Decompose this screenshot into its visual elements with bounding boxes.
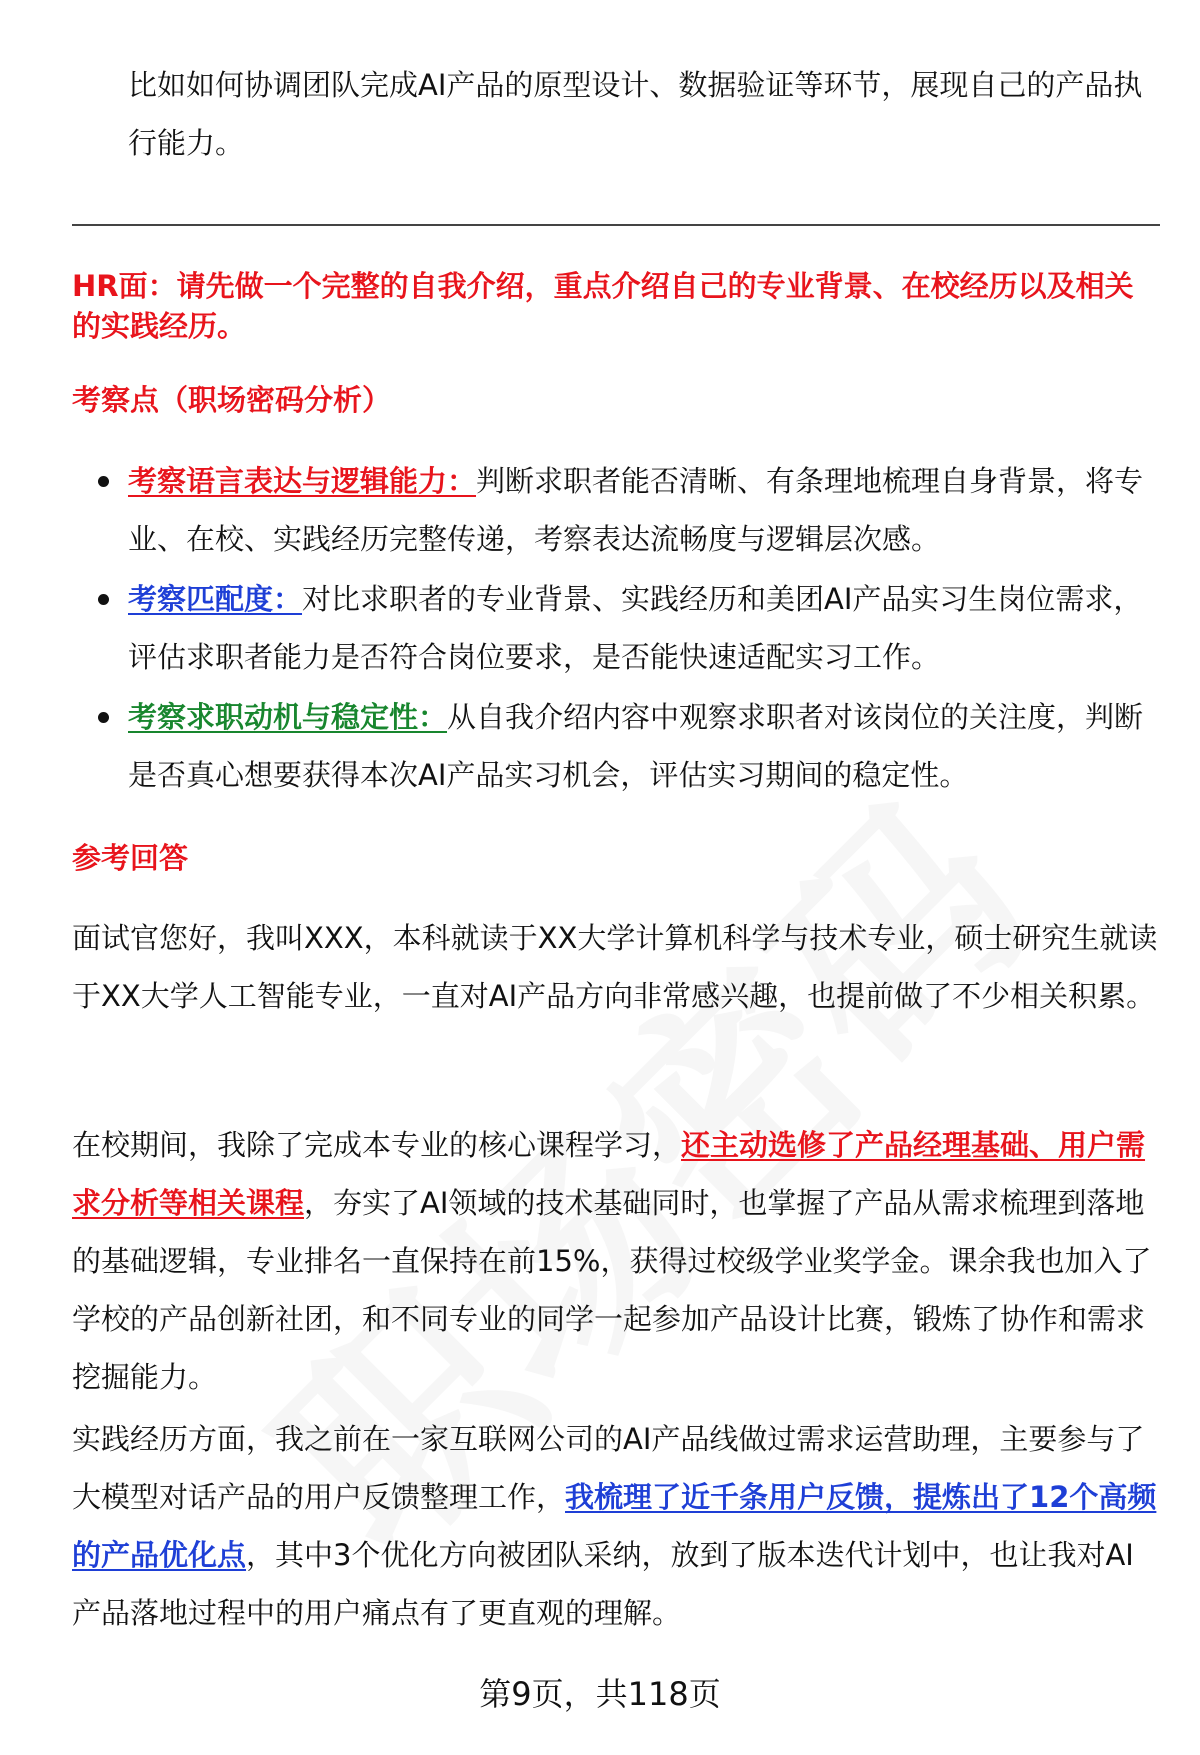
bullet-dot-icon bbox=[98, 712, 109, 723]
answer-text: ，夯实了AI领域的技术基础同时，也掌握了产品从需求梳理到落地的基础逻辑，专业排名一直保持在前15%，获得过校级学业奖学金。课余我也加入了学校的产品创新社团，和不同专业的同学一起参加产品设计比赛，锻炼了协作和需求挖掘能力。 bbox=[72, 1186, 1152, 1394]
section-divider bbox=[72, 224, 1160, 226]
answer-highlight: 我梳理了近千条用户反馈，提炼出了12个高频的产品优化点 bbox=[72, 1480, 1157, 1572]
answer-text: 在校期间，我除了完成本专业的核心课程学习， bbox=[72, 1128, 682, 1162]
answer-paragraph-practice bbox=[72, 1410, 1162, 1642]
answer-paragraph-campus bbox=[72, 1116, 1162, 1406]
page-number-footer: 第9页，共118页 bbox=[479, 1675, 721, 1713]
bullet-dot-icon bbox=[98, 594, 109, 605]
answer-text: 实践经历方面，我之前在一家互联网公司的AI产品线做过需求运营助理，主要参与了大模型对话产品的用户反馈整理工作， bbox=[72, 1422, 1145, 1514]
hr-question: HR面：请先做一个完整的自我介绍，重点介绍自己的专业背景、在校经历以及相关的实践经历。 bbox=[72, 269, 1134, 343]
point-key: 考察匹配度： bbox=[128, 582, 303, 616]
answer-heading: 参考回答 bbox=[72, 841, 189, 875]
answer-highlight: 还主动选修了产品经理基础、用户需求分析等相关课程 bbox=[72, 1128, 1146, 1220]
assessment-point bbox=[128, 570, 1148, 686]
points-heading: 考察点（职场密码分析） bbox=[72, 383, 392, 417]
assessment-point bbox=[128, 452, 1148, 568]
assessment-point bbox=[128, 688, 1148, 804]
point-text: 对比求职者的专业背景、实践经历和美团AI产品实习生岗位需求，评估求职者能力是否符合岗位要求，是否能快速适配实习工作。 bbox=[128, 582, 1143, 674]
point-key: 考察语言表达与逻辑能力： bbox=[128, 464, 477, 498]
point-text: 判断求职者能否清晰、有条理地梳理自身背景，将专业、在校、实践经历完整传递，考察表达流畅度与逻辑层次感。 bbox=[128, 464, 1144, 556]
answer-text: ，其中3个优化方向被团队采纳，放到了版本迭代计划中，也让我对AI产品落地过程中的用户痛点有了更直观的理解。 bbox=[72, 1538, 1134, 1630]
continuation-text: 比如如何协调团队完成AI产品的原型设计、数据验证等环节，展现自己的产品执行能力。 bbox=[128, 68, 1143, 160]
bullet-dot-icon bbox=[98, 476, 109, 487]
point-key: 考察求职动机与稳定性： bbox=[128, 700, 448, 734]
point-text: 从自我介绍内容中观察求职者对该岗位的关注度，判断是否真心想要获得本次AI产品实习机会，评估实习期间的稳定性。 bbox=[128, 700, 1144, 792]
answer-paragraph-intro: 面试官您好，我叫XXX，本科就读于XX大学计算机科学与技术专业，硕士研究生就读于XX大学人工智能专业，一直对AI产品方向非常感兴趣，也提前做了不少相关积累。 bbox=[72, 921, 1158, 1013]
assessment-points-list bbox=[128, 452, 1148, 806]
